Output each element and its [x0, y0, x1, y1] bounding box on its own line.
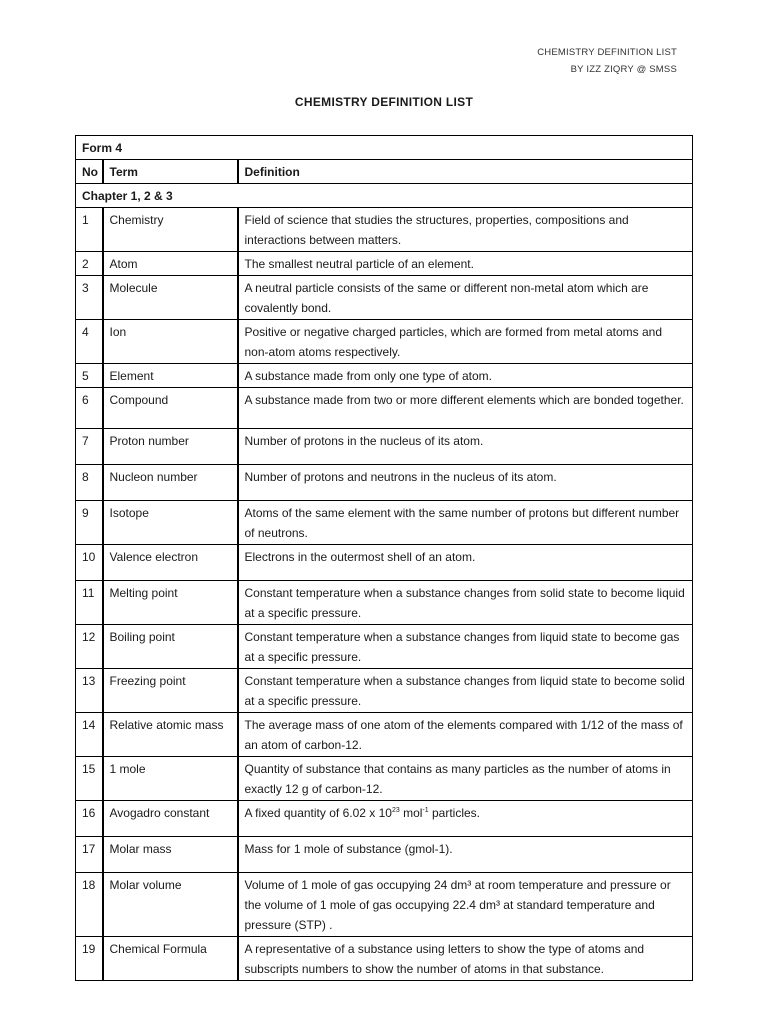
table-row — [76, 208, 693, 252]
row-term: Molecule — [103, 276, 238, 320]
definition-text: particles. — [428, 806, 480, 820]
table-row — [76, 429, 693, 465]
superscript-exponent: -1 — [422, 807, 429, 814]
row-number: 17 — [76, 837, 103, 873]
row-number: 16 — [76, 801, 103, 837]
row-term: Atom — [103, 252, 238, 276]
row-number: 3 — [76, 276, 103, 320]
row-term: Element — [103, 364, 238, 388]
row-number: 8 — [76, 465, 103, 501]
table-row — [76, 501, 693, 545]
table-row — [76, 465, 693, 501]
row-number: 1 — [76, 208, 103, 252]
row-term: Molar volume — [103, 873, 238, 937]
row-definition: Volume of 1 mole of gas occupying 24 dm³ at room temperature and pressure or the volume of 1 mole of gas occupying 22.4 dm³ at standard temperature and pressure (STP) . — [238, 873, 693, 937]
row-definition — [238, 801, 693, 837]
table-row — [76, 625, 693, 669]
row-number: 2 — [76, 252, 103, 276]
form-label: Form 4 — [76, 136, 693, 160]
table-row — [76, 713, 693, 757]
row-term: Valence electron — [103, 545, 238, 581]
table-row — [76, 320, 693, 364]
table-row — [76, 276, 693, 320]
row-term: 1 mole — [103, 757, 238, 801]
row-number: 15 — [76, 757, 103, 801]
table-row — [76, 388, 693, 429]
row-definition: The smallest neutral particle of an element. — [238, 252, 693, 276]
row-number: 11 — [76, 581, 103, 625]
table-row — [76, 757, 693, 801]
row-definition: Atoms of the same element with the same number of protons but different number of neutrons. — [238, 501, 693, 545]
table-row — [76, 581, 693, 625]
row-number: 10 — [76, 545, 103, 581]
row-definition: Constant temperature when a substance changes from solid state to become liquid at a specific pressure. — [238, 581, 693, 625]
row-number: 14 — [76, 713, 103, 757]
table-row — [76, 252, 693, 276]
row-definition: Quantity of substance that contains as many particles as the number of atoms in exactly 12 g of carbon-12. — [238, 757, 693, 801]
row-definition: Electrons in the outermost shell of an atom. — [238, 545, 693, 581]
row-definition: The average mass of one atom of the elements compared with 1/12 of the mass of an atom of carbon-12. — [238, 713, 693, 757]
row-number: 19 — [76, 937, 103, 981]
row-term: Compound — [103, 388, 238, 429]
row-term: Ion — [103, 320, 238, 364]
row-definition: A neutral particle consists of the same or different non-metal atom which are covalently bond. — [238, 276, 693, 320]
row-number: 4 — [76, 320, 103, 364]
row-number: 5 — [76, 364, 103, 388]
row-term: Chemical Formula — [103, 937, 238, 981]
superscript-exponent: 23 — [391, 807, 400, 814]
definition-text: A fixed quantity of 6.02 x 10 — [244, 806, 392, 820]
table-row — [76, 837, 693, 873]
definition-unit: mol — [399, 806, 423, 820]
row-definition: Number of protons in the nucleus of its atom. — [238, 429, 693, 465]
table-row — [76, 873, 693, 937]
table-row — [76, 364, 693, 388]
row-term: Isotope — [103, 501, 238, 545]
table-row — [76, 545, 693, 581]
row-term: Melting point — [103, 581, 238, 625]
chapter-row — [76, 184, 693, 208]
document-header — [537, 44, 677, 78]
row-term: Freezing point — [103, 669, 238, 713]
row-term: Chemistry — [103, 208, 238, 252]
row-number: 6 — [76, 388, 103, 429]
row-definition: Constant temperature when a substance changes from liquid state to become gas at a specific pressure. — [238, 625, 693, 669]
form-row — [76, 136, 693, 160]
column-header-no: No — [76, 160, 103, 184]
row-term: Avogadro constant — [103, 801, 238, 837]
definition-table — [75, 135, 693, 981]
table-row — [76, 801, 693, 837]
table-row — [76, 937, 693, 981]
row-definition: Field of science that studies the structures, properties, compositions and interactions between matters. — [238, 208, 693, 252]
row-number: 12 — [76, 625, 103, 669]
table-row — [76, 669, 693, 713]
row-definition: Positive or negative charged particles, which are formed from metal atoms and non-atom atoms respectively. — [238, 320, 693, 364]
header-line-1: CHEMISTRY DEFINITION LIST — [537, 47, 677, 58]
row-definition: A substance made from two or more different elements which are bonded together. — [238, 388, 693, 429]
row-definition: Number of protons and neutrons in the nucleus of its atom. — [238, 465, 693, 501]
row-term: Proton number — [103, 429, 238, 465]
page-title: CHEMISTRY DEFINITION LIST — [294, 95, 474, 109]
chapter-label: Chapter 1, 2 & 3 — [76, 184, 693, 208]
row-definition: A substance made from only one type of atom. — [238, 364, 693, 388]
column-header-term: Term — [103, 160, 238, 184]
row-number: 13 — [76, 669, 103, 713]
column-header-row — [76, 160, 693, 184]
row-term: Relative atomic mass — [103, 713, 238, 757]
row-term: Molar mass — [103, 837, 238, 873]
row-term: Nucleon number — [103, 465, 238, 501]
row-definition: Constant temperature when a substance changes from liquid state to become solid at a specific pressure. — [238, 669, 693, 713]
row-term: Boiling point — [103, 625, 238, 669]
row-definition: A representative of a substance using letters to show the type of atoms and subscripts numbers to show the number of atoms in that substance. — [238, 937, 693, 981]
header-line-2: BY IZZ ZIQRY @ SMSS — [570, 64, 677, 75]
row-number: 7 — [76, 429, 103, 465]
row-number: 9 — [76, 501, 103, 545]
row-number: 18 — [76, 873, 103, 937]
column-header-definition: Definition — [238, 160, 693, 184]
row-definition: Mass for 1 mole of substance (gmol-1). — [238, 837, 693, 873]
